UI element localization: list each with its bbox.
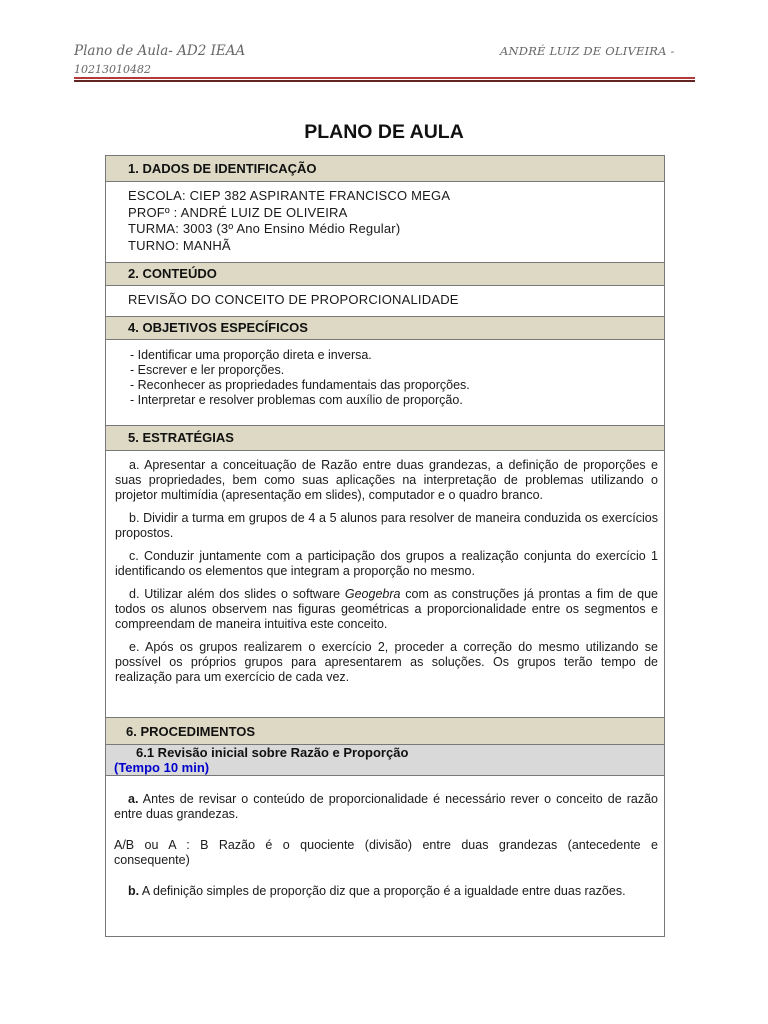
procedimento-a-text: Antes de revisar o conteúdo de proporcionalidade é necessário rever o conceito de razão entre duas grandezas. [114, 792, 658, 821]
section-heading-conteudo: 2. CONTEÚDO [106, 262, 664, 286]
section-body-procedimentos [106, 776, 664, 936]
header-rule-bottom [74, 80, 695, 82]
identificacao-line: ESCOLA: CIEP 382 ASPIRANTE FRANCISCO MEGA [128, 188, 451, 203]
objetivo-item: - Reconhecer as propriedades fundamentais das proporções. [130, 378, 470, 392]
section-body-estrategias [106, 451, 664, 717]
estrategia-d-after: com as construções já prontas a fim de que todos os alunos observem nas figuras geométricas a proporcionalidade entre os segmentos e compreendam de maneira intuitiva este conceito. [115, 587, 658, 631]
ratio-definition: A/B ou A : B Razão é o quociente (divisão) entre duas grandezas (antecedente e consequente) [114, 838, 658, 867]
procedimento-b-label: b. [128, 884, 140, 898]
header-right: ANDRÉ LUIZ DE OLIVEIRA - [500, 44, 675, 58]
estrategia-paragraph-e: e. Após os grupos realizarem o exercício 2, proceder a correção do mesmo utilizando se possível os próprios grupos para apresentarem as soluções. Os grupos terão tempo de realização para um exercício de cada vez. [115, 640, 658, 684]
lesson-plan-table [105, 155, 665, 937]
identificacao-line: TURMA: 3003 (3º Ano Ensino Médio Regular) [128, 221, 401, 236]
header-rule-top [74, 77, 695, 79]
software-name: Geogebra [344, 587, 401, 601]
identificacao-line: TURNO: MANHÃ [128, 237, 231, 253]
section-heading-identificacao: 1. DADOS DE IDENTIFICAÇÃO [106, 156, 664, 182]
section-heading-procedimentos: 6. PROCEDIMENTOS [106, 717, 664, 745]
estrategia-paragraph-c: c. Conduzir juntamente com a participação dos grupos a realização conjunta do exercício 1 identificando os elementos que integram a proporção no mesmo. [115, 549, 658, 578]
sub-heading-revisao [106, 745, 664, 776]
procedimento-a [114, 792, 658, 822]
sub-heading-title: 6.1 Revisão inicial sobre Razão e Proporção [136, 745, 409, 760]
procedimento-b-text: A definição simples de proporção diz que a proporção é a igualdade entre duas razões. [139, 884, 626, 898]
document-title: PLANO DE AULA [304, 121, 464, 143]
tempo-label: (Tempo 10 min) [114, 760, 210, 775]
section-body-objetivos [106, 340, 664, 425]
identificacao-line: PROFº : ANDRÉ LUIZ DE OLIVEIRA [128, 204, 348, 220]
section-body-identificacao [106, 182, 664, 262]
estrategia-paragraph-a: a. Apresentar a conceituação de Razão entre duas grandezas, a definição de proporções e suas propriedades, bem como suas aplicações na interpretação de problemas utilizando o projetor multimídia (apresentação em slides), computador e o quadro branco. [115, 458, 658, 502]
estrategia-paragraph-b: b. Dividir a turma em grupos de 4 a 5 alunos para resolver de maneira conduzida os exercícios propostos. [115, 511, 658, 540]
estrategia-paragraph-d [115, 587, 658, 632]
section-body-conteudo [106, 286, 664, 316]
header-left: Plano de Aula- AD2 IEAA [74, 43, 246, 59]
section-heading-objetivos: 4. OBJETIVOS ESPECÍFICOS [106, 316, 664, 340]
estrategia-d-before: d. Utilizar além dos slides o software [129, 587, 345, 601]
procedimento-a-label: a. [128, 792, 139, 806]
objetivo-item: - Interpretar e resolver problemas com auxílio de proporção. [130, 393, 463, 407]
procedimento-b [114, 884, 658, 899]
objetivo-item: - Identificar uma proporção direta e inversa. [130, 348, 372, 362]
section-heading-estrategias: 5. ESTRATÉGIAS [106, 425, 664, 451]
header-id-number: 10213010482 [74, 63, 151, 76]
objetivo-item: - Escrever e ler proporções. [130, 363, 285, 377]
conteudo-text: REVISÃO DO CONCEITO DE PROPORCIONALIDADE [128, 292, 459, 307]
